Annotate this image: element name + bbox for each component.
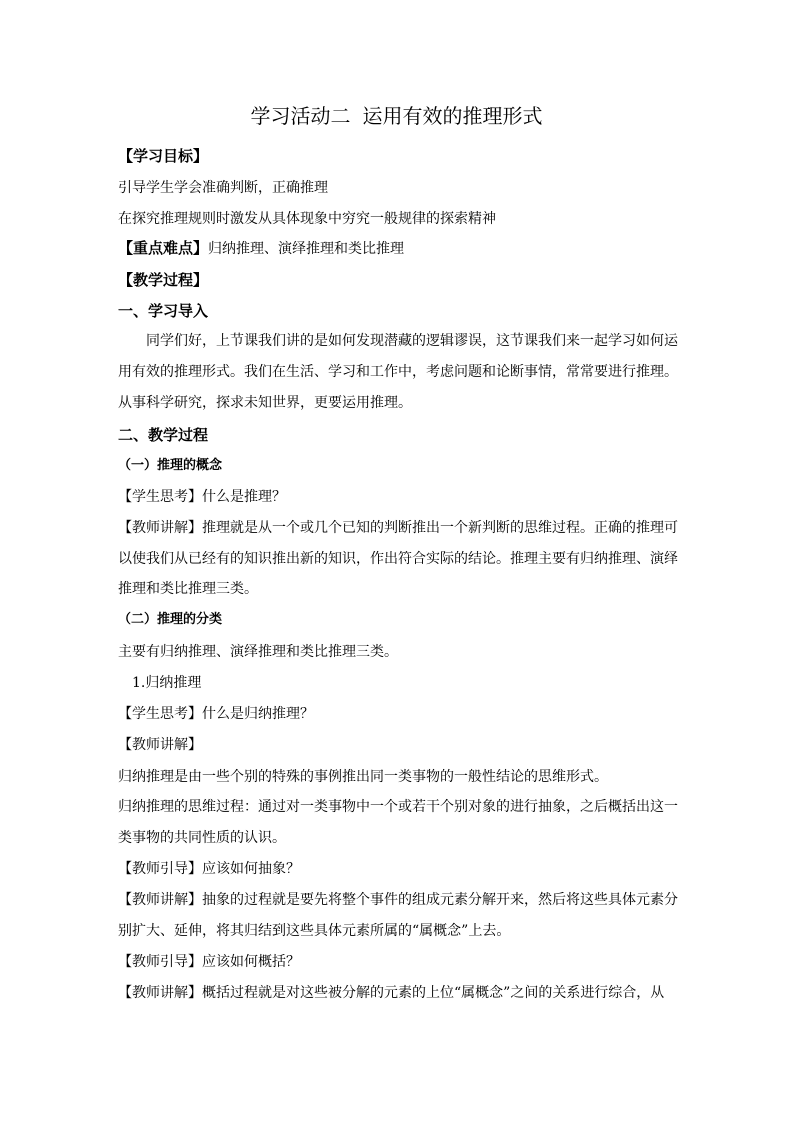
teacher-answer-1-line-2: 以使我们从已经有的知识推出新的知识，作出符合实际的结论。推理主要有归纳推理、演绎 (118, 551, 678, 567)
process-line-2: 类事物的共同性质的认识。 (118, 830, 286, 846)
abstraction-line-1: 【教师讲解】抽象的过程就是要先将整个事件的组成元素分解开来，然后将这些具体元素分 (118, 892, 678, 908)
abstraction-line-2: 别扩大、延伸，将其归结到这些具体元素所属的“属概念”上去。 (118, 923, 511, 939)
teacher-guide-1: 【教师引导】应该如何抽象？ (118, 861, 300, 877)
process-line-1: 归纳推理的思维过程：通过对一类事物中一个或若干个别对象的进行抽象，之后概括出这一 (118, 799, 678, 815)
classification-text: 主要有归纳推理、演绎推理和类比推理三类。 (118, 644, 398, 660)
definition-line: 归纳推理是由一些个别的特殊的事例推出同一类事物的一般性结论的思维形式。 (118, 769, 608, 785)
item-1: 1.归纳推理 (132, 675, 202, 691)
intro-line-1: 同学们好，上节课我们讲的是如何发现潜藏的逻辑谬误，这节课我们来一起学习如何运 (146, 333, 678, 349)
section-objectives: 【学习目标】 (118, 147, 209, 165)
intro-line-3: 从事科学研究，探求未知世界，更要运用推理。 (118, 395, 412, 411)
sub-heading-1: （一）推理的概念 (118, 458, 223, 473)
key-text: 归纳推理、演绎推理和类比推理 (208, 241, 405, 257)
teacher-answer-1-line-1: 【教师讲解】推理就是从一个或几个已知的判断推出一个新判断的思维过程。正确的推理可 (118, 520, 678, 536)
teacher-label: 【教师讲解】 (118, 737, 202, 753)
page-title (0, 100, 793, 132)
intro-line-2: 用有效的推理形式。我们在生活、学习和工作中，考虑问题和论断事情，常常要进行推理。 (118, 364, 678, 380)
objective-2: 在探究推理规则时激发从具体现象中穷究一般规律的探索精神 (118, 211, 496, 227)
generalization-line: 【教师讲解】概括过程就是对这些被分解的元素的上位“属概念”之间的关系进行综合，从 (118, 985, 665, 1001)
student-question-2: 【学生思考】什么是归纳推理？ (118, 706, 314, 722)
part1-heading: 一、学习导入 (118, 302, 209, 320)
objective-1: 引导学生学会准确判断，正确推理 (118, 180, 328, 196)
student-question-1: 【学生思考】什么是推理？ (118, 489, 286, 505)
part2-heading: 二、教学过程 (118, 426, 209, 444)
teacher-guide-2: 【教师引导】应该如何概括？ (118, 954, 300, 970)
key-difficulties (118, 238, 678, 259)
sub-heading-2: （二）推理的分类 (118, 612, 223, 627)
teacher-answer-1-line-3: 推理和类比推理三类。 (118, 581, 258, 597)
title-part-2: 运用有效的推理形式 (362, 104, 543, 128)
key-label: 【重点难点】 (118, 239, 209, 257)
section-process: 【教学过程】 (118, 271, 209, 289)
title-part-1: 学习活动二 (250, 104, 351, 128)
